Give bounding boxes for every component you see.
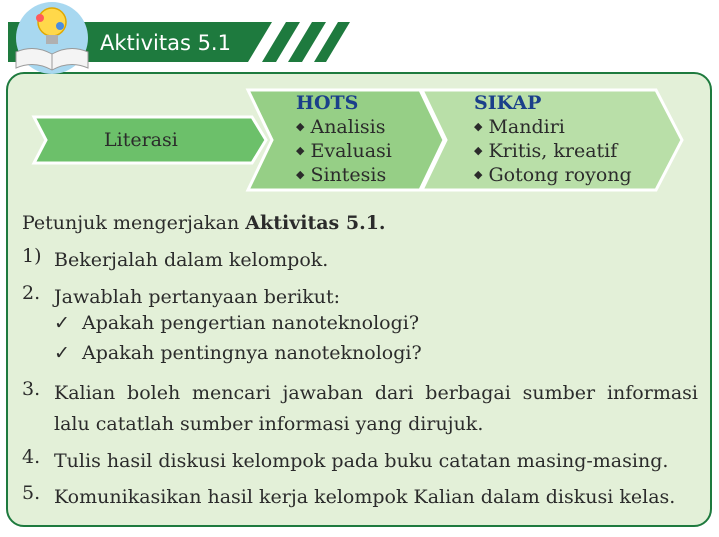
question-text: Apakah pentingnya nanoteknologi?: [82, 342, 422, 364]
hots-title: HOTS: [296, 92, 359, 114]
instruction-item: [22, 245, 698, 276]
item-text: Bekerjalah dalam kelompok.: [54, 249, 329, 271]
hots-item: ◆ Sintesis: [296, 163, 392, 187]
hots-item: ◆ Evaluasi: [296, 139, 392, 163]
activity-title: Aktivitas 5.1: [100, 31, 231, 55]
item-number: 2.: [22, 282, 41, 304]
instruction-item: [22, 446, 698, 477]
instruction-item: [22, 282, 698, 313]
hots-box: [296, 92, 392, 187]
item-text: Komunikasikan hasil kerja kelompok Kalian dalam diskusi kelas.: [54, 486, 676, 508]
sikap-item: ◆ Mandiri: [474, 115, 632, 139]
item-text: Tulis hasil diskusi kelompok pada buku catatan masing-masing.: [54, 450, 669, 472]
question-item: [54, 342, 422, 364]
instruction-item: [22, 378, 698, 440]
literasi-label: Literasi: [104, 129, 178, 151]
sikap-box: [474, 92, 632, 187]
check-icon: ✓: [54, 342, 70, 364]
item-text: Jawablah pertanyaan berikut:: [54, 286, 341, 308]
check-icon: ✓: [54, 312, 70, 334]
sikap-item: ◆ Gotong royong: [474, 163, 632, 187]
question-text: Apakah pengertian nanoteknologi?: [82, 312, 420, 334]
hots-item: ◆ Analisis: [296, 115, 392, 139]
item-number: 4.: [22, 446, 41, 468]
sikap-item: ◆ Kritis, kreatif: [474, 139, 632, 163]
lightbulb-book-icon: [16, 2, 88, 74]
item-number: 3.: [22, 378, 41, 400]
intro-prefix: Petunjuk mengerjakan: [22, 212, 246, 234]
intro-activity: Aktivitas 5.1.: [245, 212, 386, 234]
instructions-intro: [22, 212, 386, 234]
item-number: 5.: [22, 482, 41, 504]
item-text: Kalian boleh mencari jawaban dari berbagai sumber informasi lalu catatlah sumber informasi yang dirujuk.: [54, 382, 698, 435]
question-item: [54, 312, 419, 334]
item-number: 1): [22, 245, 42, 267]
instruction-item: [22, 482, 698, 513]
sikap-title: SIKAP: [474, 92, 542, 114]
